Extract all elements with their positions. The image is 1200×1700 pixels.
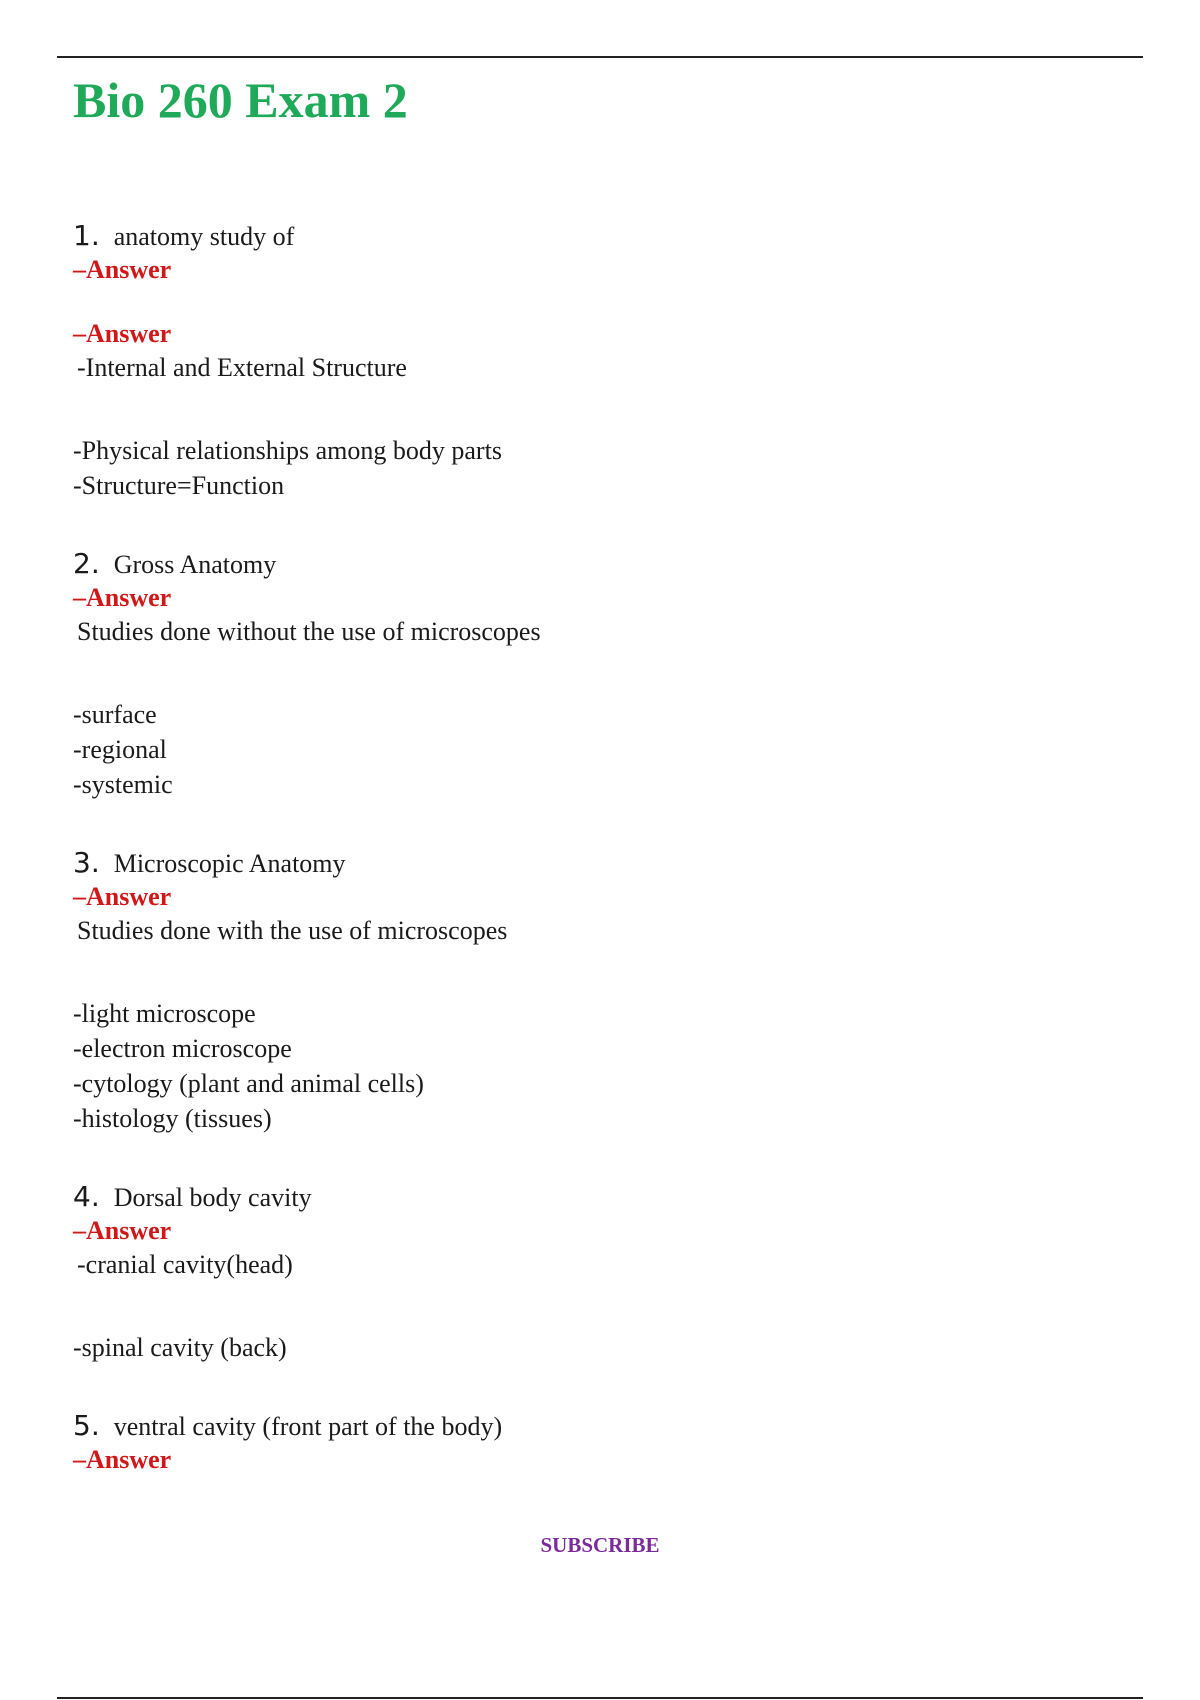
answer-line: -histology (tissues): [73, 1104, 272, 1133]
question-3: [73, 846, 1133, 1136]
page-title: Bio 260 Exam 2: [73, 72, 408, 128]
answer-line: Studies done with the use of microscopes: [77, 916, 508, 945]
answer-line: -systemic: [73, 770, 173, 799]
question-header: [73, 1409, 1133, 1444]
question-header: [73, 846, 1133, 881]
spacer: [73, 1282, 1133, 1330]
answer-label: –Answer: [73, 319, 172, 348]
answer-line: -surface: [73, 700, 157, 729]
answer-label: –Answer: [73, 882, 172, 911]
spacer: [73, 385, 1133, 433]
subscribe-link[interactable]: SUBSCRIBE: [540, 1533, 660, 1557]
question-number: 1.: [73, 219, 100, 252]
answer-label: –Answer: [73, 583, 172, 612]
question-4: [73, 1180, 1133, 1365]
question-2: [73, 547, 1133, 802]
question-text: Gross Anatomy: [113, 550, 277, 579]
spacer: [73, 948, 1133, 996]
question-text: Dorsal body cavity: [113, 1183, 312, 1212]
answer-line: -cranial cavity(head): [77, 1250, 293, 1279]
question-5: [73, 1409, 1133, 1476]
question-1: [73, 219, 1133, 503]
spacer: [73, 814, 1133, 846]
answer-line: -light microscope: [73, 999, 256, 1028]
question-number: 5.: [73, 1409, 100, 1442]
question-number: 4.: [73, 1180, 100, 1213]
spacer: [73, 1148, 1133, 1180]
answer-label: –Answer: [73, 255, 172, 284]
answer-line: -spinal cavity (back): [73, 1333, 287, 1362]
answer-label: –Answer: [73, 1445, 172, 1474]
answer-label: –Answer: [73, 1216, 172, 1245]
answer-line: -Internal and External Structure: [77, 353, 407, 382]
spacer: [73, 286, 1133, 318]
spacer: [73, 515, 1133, 547]
question-header: [73, 219, 1133, 254]
top-rule: [57, 56, 1143, 58]
question-number: 2.: [73, 547, 100, 580]
answer-line: Studies done without the use of microscopes: [77, 617, 541, 646]
question-text: Microscopic Anatomy: [113, 849, 346, 878]
question-text: ventral cavity (front part of the body): [113, 1412, 503, 1441]
question-text: anatomy study of: [113, 222, 295, 251]
bottom-rule: [57, 1697, 1143, 1699]
answer-line: -Physical relationships among body parts: [73, 436, 502, 465]
answer-line: -cytology (plant and animal cells): [73, 1069, 424, 1098]
answer-line: -regional: [73, 735, 167, 764]
question-list: [73, 219, 1133, 1488]
answer-line: -Structure=Function: [73, 471, 285, 500]
question-header: [73, 547, 1133, 582]
answer-line: -electron microscope: [73, 1034, 292, 1063]
spacer: [73, 1377, 1133, 1409]
question-number: 3.: [73, 846, 100, 879]
spacer: [73, 649, 1133, 697]
question-header: [73, 1180, 1133, 1215]
